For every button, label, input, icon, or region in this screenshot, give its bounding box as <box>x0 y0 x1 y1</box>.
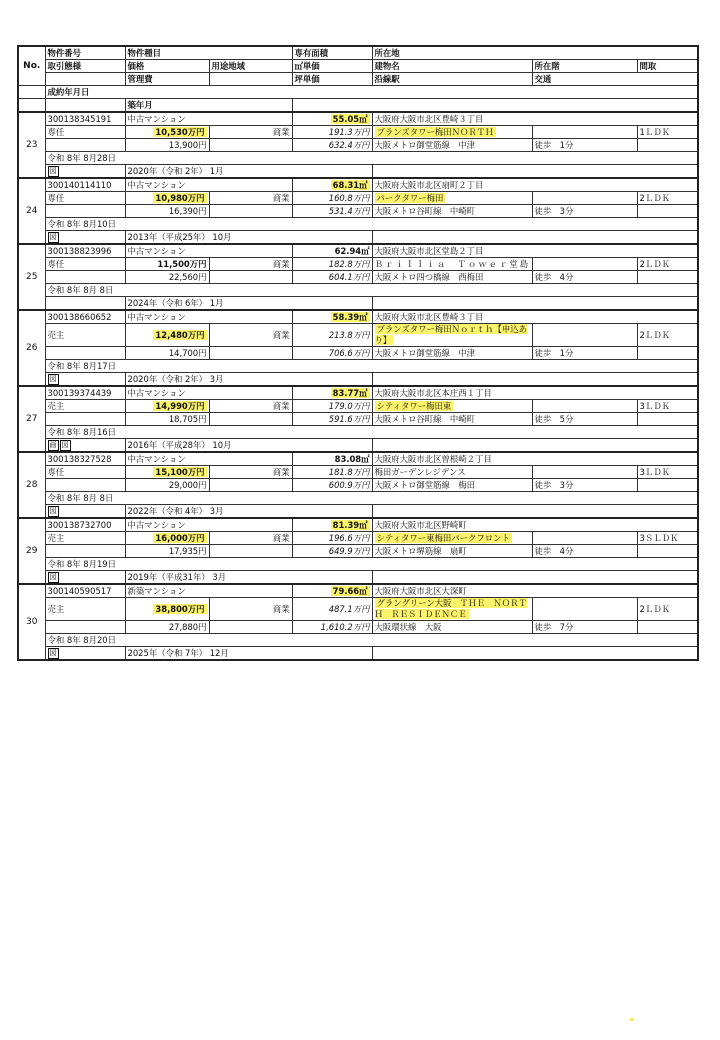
listing-row-24-fee <box>18 205 698 218</box>
listing-row-28-built <box>18 505 698 519</box>
listing-row-23-deal <box>18 126 698 139</box>
empty-cell <box>372 439 698 453</box>
empty-cell <box>45 205 125 218</box>
price-value: 38,800万円 <box>155 604 205 614</box>
station: 大阪メトロ谷町線 中崎町 <box>372 413 532 426</box>
header-price: 価格 <box>125 60 209 73</box>
row-number: 23 <box>18 112 45 178</box>
listing-row-23 <box>18 112 698 126</box>
header-property-type: 物件種目 <box>125 46 292 60</box>
property-id: 300138660652 <box>45 310 125 324</box>
contract-date: 令和 8年 8月 8日 <box>45 284 698 297</box>
doc-icons <box>45 439 125 453</box>
management-fee: 14,700円 <box>125 347 209 360</box>
unit-price: 191.3万円 <box>292 126 372 139</box>
empty-cell <box>209 621 292 634</box>
header-property-id: 物件番号 <box>45 46 125 60</box>
floor-plan: 2ＬＤＫ <box>637 192 698 205</box>
walk-time: 徒歩 7分 <box>532 621 637 634</box>
building-name-value: グラングリーン大阪 ＴＨＥ ＮＯＲＴＨ ＲＥＳＩＤＥＮＣＥ <box>374 598 527 619</box>
unit-price: 182.8万円 <box>292 258 372 271</box>
listing-row-27-fee <box>18 413 698 426</box>
deal-type: 売主 <box>45 400 125 413</box>
deal-type: 売主 <box>45 324 125 347</box>
zone: 商業 <box>209 324 292 347</box>
built-date: 2020年（令和 2年） 1月 <box>125 165 372 179</box>
price <box>125 598 209 621</box>
empty-cell <box>45 347 125 360</box>
property-id: 300138732700 <box>45 518 125 532</box>
floor-plan: 3ＳＬＤＫ <box>637 532 698 545</box>
contract-date: 令和 8年 8月28日 <box>45 152 698 165</box>
management-fee: 27,880円 <box>125 621 209 634</box>
floorplan-icon[interactable]: 図 <box>49 507 57 515</box>
empty-cell <box>637 271 698 284</box>
floorplan-icon[interactable]: 図 <box>61 441 69 449</box>
header-fee: 管理費 <box>125 73 209 86</box>
empty-cell <box>637 545 698 558</box>
floor <box>532 324 637 347</box>
zone: 商業 <box>209 400 292 413</box>
unit-price: 213.8万円 <box>292 324 372 347</box>
zone: 商業 <box>209 598 292 621</box>
listing-row-25-fee <box>18 271 698 284</box>
price <box>125 126 209 139</box>
listing-row-24-deal <box>18 192 698 205</box>
management-fee: 22,560円 <box>125 271 209 284</box>
property-id: 300138345191 <box>45 112 125 126</box>
row-number: 25 <box>18 244 45 310</box>
listing-row-28-fee <box>18 479 698 492</box>
listing-row-29-deal <box>18 532 698 545</box>
walk-time: 徒歩 1分 <box>532 347 637 360</box>
listing-row-27-built <box>18 439 698 453</box>
building-name-value: ブランズタワー梅田Ｎｏｒｔｈ【申込あり】 <box>374 324 527 345</box>
station: 大阪メトロ御堂筋線 梅田 <box>372 479 532 492</box>
empty-cell <box>209 205 292 218</box>
property-type: 中古マンション <box>125 178 292 192</box>
listing-row-27-date <box>18 426 698 439</box>
deal-type: 専任 <box>45 258 125 271</box>
empty-cell <box>209 413 292 426</box>
building-name <box>372 192 532 205</box>
listing-row-23-fee <box>18 139 698 152</box>
tsubo-price: 600.9万円 <box>292 479 372 492</box>
walk-time: 徒歩 5分 <box>532 413 637 426</box>
area-value: 55.05㎡ <box>332 114 368 124</box>
price-value: 15,100万円 <box>155 467 205 477</box>
floor <box>532 192 637 205</box>
station: 大阪メトロ四つ橋線 西梅田 <box>372 271 532 284</box>
price-value: 16,000万円 <box>155 533 205 543</box>
management-fee: 18,705円 <box>125 413 209 426</box>
deal-type: 売主 <box>45 532 125 545</box>
walk-time: 徒歩 4分 <box>532 271 637 284</box>
unit-price: 179.0万円 <box>292 400 372 413</box>
header-empty <box>18 99 45 113</box>
zone: 商業 <box>209 126 292 139</box>
management-fee: 13,900円 <box>125 139 209 152</box>
tsubo-price: 632.4万円 <box>292 139 372 152</box>
deal-type: 専任 <box>45 126 125 139</box>
header-empty <box>292 99 698 113</box>
empty-cell <box>209 139 292 152</box>
doc-icons <box>45 165 125 179</box>
header-deal: 取引態様 <box>45 60 125 73</box>
header-no: No. <box>18 46 45 86</box>
empty-cell <box>209 479 292 492</box>
area <box>292 112 372 126</box>
header-unit-price: ㎡単価 <box>292 60 372 73</box>
listing-row-29 <box>18 518 698 532</box>
empty-cell <box>45 545 125 558</box>
address: 大阪府大阪市北区野崎町 <box>372 518 698 532</box>
contract-date: 令和 8年 8月20日 <box>45 634 698 647</box>
floor <box>532 532 637 545</box>
built-date: 2016年（平成28年） 10月 <box>125 439 372 453</box>
contract-date: 令和 8年 8月17日 <box>45 360 698 373</box>
listing-row-28-date <box>18 492 698 505</box>
listing-row-29-fee <box>18 545 698 558</box>
listing-row-26 <box>18 310 698 324</box>
area-value: 83.77㎡ <box>332 388 368 398</box>
header-area: 専有面積 <box>292 46 372 60</box>
station: 大阪メトロ谷町線 中崎町 <box>372 205 532 218</box>
row-number: 24 <box>18 178 45 244</box>
built-date: 2013年（平成25年） 10月 <box>125 231 372 245</box>
property-type: 中古マンション <box>125 386 292 400</box>
listing-row-24-built <box>18 231 698 245</box>
unit-price: 196.6万円 <box>292 532 372 545</box>
row-number: 29 <box>18 518 45 584</box>
floorplan-icon[interactable]: 図 <box>49 233 57 241</box>
station: 大阪メトロ御堂筋線 中津 <box>372 347 532 360</box>
empty-cell <box>637 205 698 218</box>
price <box>125 532 209 545</box>
listing-row-27 <box>18 386 698 400</box>
building-name-value: シティタワー梅田東 <box>376 401 452 411</box>
floorplan-icon[interactable]: 図 <box>49 167 57 175</box>
listing-row-29-built <box>18 571 698 585</box>
area: 83.08㎡ <box>292 452 372 466</box>
empty-cell <box>45 621 125 634</box>
listing-row-30-date <box>18 634 698 647</box>
building-name-value: ブランズタワー梅田ＮＯＲＴＨ <box>376 127 494 137</box>
floorplan-icon[interactable]: 図 <box>49 649 57 657</box>
zone: 商業 <box>209 532 292 545</box>
listing-row-30-fee <box>18 621 698 634</box>
area <box>292 584 372 598</box>
header-access: 交通 <box>532 73 698 86</box>
floor-plan: 1ＬＤＫ <box>637 126 698 139</box>
unit-price: 160.8万円 <box>292 192 372 205</box>
floor-plan: 2ＬＤＫ <box>637 598 698 621</box>
doc-icons <box>45 231 125 245</box>
empty-cell <box>637 621 698 634</box>
listing-row-23-date <box>18 152 698 165</box>
price <box>125 400 209 413</box>
walk-time: 徒歩 1分 <box>532 139 637 152</box>
deal-type: 専任 <box>45 466 125 479</box>
floor <box>532 258 637 271</box>
listing-row-24-date <box>18 218 698 231</box>
management-fee: 17,935円 <box>125 545 209 558</box>
listing-row-26-fee <box>18 347 698 360</box>
empty-cell <box>637 479 698 492</box>
building-name-value: パークタワー梅田 <box>376 193 444 203</box>
building-name <box>372 598 532 621</box>
contract-date: 令和 8年 8月16日 <box>45 426 698 439</box>
floor-plan: 2ＬＤＫ <box>637 324 698 347</box>
building-name <box>372 126 532 139</box>
listing-row-28-deal <box>18 466 698 479</box>
empty-cell <box>45 271 125 284</box>
header-row-3 <box>18 73 698 86</box>
building-name <box>372 324 532 347</box>
area <box>292 386 372 400</box>
empty-cell <box>372 231 698 245</box>
property-id: 300140590517 <box>45 584 125 598</box>
doc-icons <box>45 647 125 661</box>
walk-time: 徒歩 4分 <box>532 545 637 558</box>
header-station: 沿線駅 <box>372 73 532 86</box>
empty-cell <box>45 413 125 426</box>
property-id: 300139374439 <box>45 386 125 400</box>
property-type: 中古マンション <box>125 452 292 466</box>
empty-cell <box>45 139 125 152</box>
price <box>125 324 209 347</box>
empty-cell <box>45 479 125 492</box>
row-number: 27 <box>18 386 45 452</box>
tsubo-price: 706.6万円 <box>292 347 372 360</box>
area-value: 58.39㎡ <box>332 312 368 322</box>
price <box>125 192 209 205</box>
header-built: 築年月 <box>125 99 292 113</box>
property-list-sheet <box>17 45 697 661</box>
unit-price: 181.8万円 <box>292 466 372 479</box>
contract-date: 令和 8年 8月19日 <box>45 558 698 571</box>
floor <box>532 466 637 479</box>
property-type: 中古マンション <box>125 112 292 126</box>
yellow-mark <box>630 1018 634 1021</box>
floor <box>532 126 637 139</box>
floor-plan: 3ＬＤＫ <box>637 400 698 413</box>
header-row-1 <box>18 46 698 60</box>
row-number: 28 <box>18 452 45 518</box>
building-name: Ｂｒｉｌｌｉａ Ｔｏｗｅｒ堂島 <box>372 258 532 271</box>
floorplan-icon[interactable]: 図 <box>49 375 57 383</box>
property-type: 中古マンション <box>125 310 292 324</box>
listing-rows <box>18 112 698 660</box>
row-number: 26 <box>18 310 45 386</box>
building-name <box>372 532 532 545</box>
building-name <box>372 400 532 413</box>
listing-row-26-deal <box>18 324 698 347</box>
address: 大阪府大阪市北区本庄西１丁目 <box>372 386 698 400</box>
header-empty <box>209 73 292 86</box>
doc-icons <box>45 297 125 311</box>
header-row-4 <box>18 86 698 99</box>
doc-icons <box>45 373 125 387</box>
listing-row-25-deal <box>18 258 698 271</box>
header-empty <box>45 73 125 86</box>
address: 大阪府大阪市北区堂島２丁目 <box>372 244 698 258</box>
empty-cell <box>209 347 292 360</box>
floorplan-icon[interactable]: 図 <box>49 573 57 581</box>
tsubo-price: 649.9万円 <box>292 545 372 558</box>
deal-type: 専任 <box>45 192 125 205</box>
building-name: 梅田ガーデンレジデンス <box>372 466 532 479</box>
listing-row-28 <box>18 452 698 466</box>
zone: 商業 <box>209 466 292 479</box>
area <box>292 310 372 324</box>
building-name-value: シティタワー東梅田パークフロント <box>376 533 510 543</box>
listing-row-23-built <box>18 165 698 179</box>
floor-plan: 2ＬＤＫ <box>637 258 698 271</box>
empty-cell <box>372 505 698 519</box>
listing-row-30-deal <box>18 598 698 621</box>
listing-row-30 <box>18 584 698 598</box>
area: 62.94㎡ <box>292 244 372 258</box>
price-value: 10,530万円 <box>155 127 205 137</box>
price: 11,500万円 <box>125 258 209 271</box>
listing-row-26-date <box>18 360 698 373</box>
doc-icons <box>45 505 125 519</box>
floor <box>532 598 637 621</box>
empty-cell <box>637 413 698 426</box>
tsubo-price: 1,610.2万円 <box>292 621 372 634</box>
walk-time: 徒歩 3分 <box>532 479 637 492</box>
empty-cell <box>372 571 698 585</box>
property-id: 300138327528 <box>45 452 125 466</box>
address: 大阪府大阪市北区大深町 <box>372 584 698 598</box>
price-value: 14,990万円 <box>155 401 205 411</box>
tsubo-price: 531.4万円 <box>292 205 372 218</box>
header-plan: 間取 <box>637 60 698 73</box>
listing-row-29-date <box>18 558 698 571</box>
area-value: 68.31㎡ <box>332 180 368 190</box>
header-row-5 <box>18 99 698 113</box>
property-type: 中古マンション <box>125 244 292 258</box>
price-value: 10,980万円 <box>155 193 205 203</box>
empty-cell <box>209 271 292 284</box>
address: 大阪府大阪市北区豊崎３丁目 <box>372 310 698 324</box>
empty-cell <box>372 647 698 661</box>
header-tsubo: 坪単価 <box>292 73 372 86</box>
listing-row-30-built <box>18 647 698 661</box>
price <box>125 466 209 479</box>
empty-cell <box>372 297 698 311</box>
property-id: 300138823996 <box>45 244 125 258</box>
image-icon[interactable]: 画 <box>49 441 57 449</box>
contract-date: 令和 8年 8月10日 <box>45 218 698 231</box>
tsubo-price: 591.6万円 <box>292 413 372 426</box>
zone: 商業 <box>209 192 292 205</box>
area-value: 79.66㎡ <box>332 586 368 596</box>
address: 大阪府大阪市北区扇町２丁目 <box>372 178 698 192</box>
header-building: 建物名 <box>372 60 532 73</box>
row-number: 30 <box>18 584 45 660</box>
station: 大阪メトロ堺筋線 扇町 <box>372 545 532 558</box>
station: 大阪環状線 大阪 <box>372 621 532 634</box>
listing-row-24 <box>18 178 698 192</box>
header-row-2 <box>18 60 698 73</box>
property-table <box>17 45 699 661</box>
listing-row-25 <box>18 244 698 258</box>
deal-type: 売主 <box>45 598 125 621</box>
address: 大阪府大阪市北区豊崎３丁目 <box>372 112 698 126</box>
built-date: 2024年（令和 6年） 1月 <box>125 297 372 311</box>
doc-icons <box>45 571 125 585</box>
address: 大阪府大阪市北区曽根崎２丁目 <box>372 452 698 466</box>
built-date: 2019年（平成31年） 3月 <box>125 571 372 585</box>
management-fee: 16,390円 <box>125 205 209 218</box>
empty-cell <box>209 545 292 558</box>
area <box>292 518 372 532</box>
property-type: 新築マンション <box>125 584 292 598</box>
property-id: 300140114110 <box>45 178 125 192</box>
station: 大阪メトロ御堂筋線 中津 <box>372 139 532 152</box>
built-date: 2025年（令和 7年） 12月 <box>125 647 372 661</box>
header-floor: 所在階 <box>532 60 637 73</box>
floor <box>532 400 637 413</box>
tsubo-price: 604.1万円 <box>292 271 372 284</box>
walk-time: 徒歩 3分 <box>532 205 637 218</box>
header-address: 所在地 <box>372 46 698 60</box>
header-contract-date: 成約年月日 <box>45 86 698 99</box>
empty-cell <box>372 165 698 179</box>
zone: 商業 <box>209 258 292 271</box>
unit-price: 487.1万円 <box>292 598 372 621</box>
header-empty <box>45 99 125 113</box>
built-date: 2022年（令和 4年） 3月 <box>125 505 372 519</box>
listing-row-26-built <box>18 373 698 387</box>
contract-date: 令和 8年 8月 8日 <box>45 492 698 505</box>
management-fee: 29,000円 <box>125 479 209 492</box>
area-value: 81.39㎡ <box>332 520 368 530</box>
empty-cell <box>372 373 698 387</box>
empty-cell <box>637 139 698 152</box>
header-zone: 用途地域 <box>209 60 292 73</box>
price-value: 12,480万円 <box>155 330 205 340</box>
area <box>292 178 372 192</box>
listing-row-25-date <box>18 284 698 297</box>
empty-cell <box>637 347 698 360</box>
floor-plan: 3ＬＤＫ <box>637 466 698 479</box>
built-date: 2020年（令和 2年） 3月 <box>125 373 372 387</box>
listing-row-25-built <box>18 297 698 311</box>
property-type: 中古マンション <box>125 518 292 532</box>
header-empty <box>18 86 45 99</box>
listing-row-27-deal <box>18 400 698 413</box>
